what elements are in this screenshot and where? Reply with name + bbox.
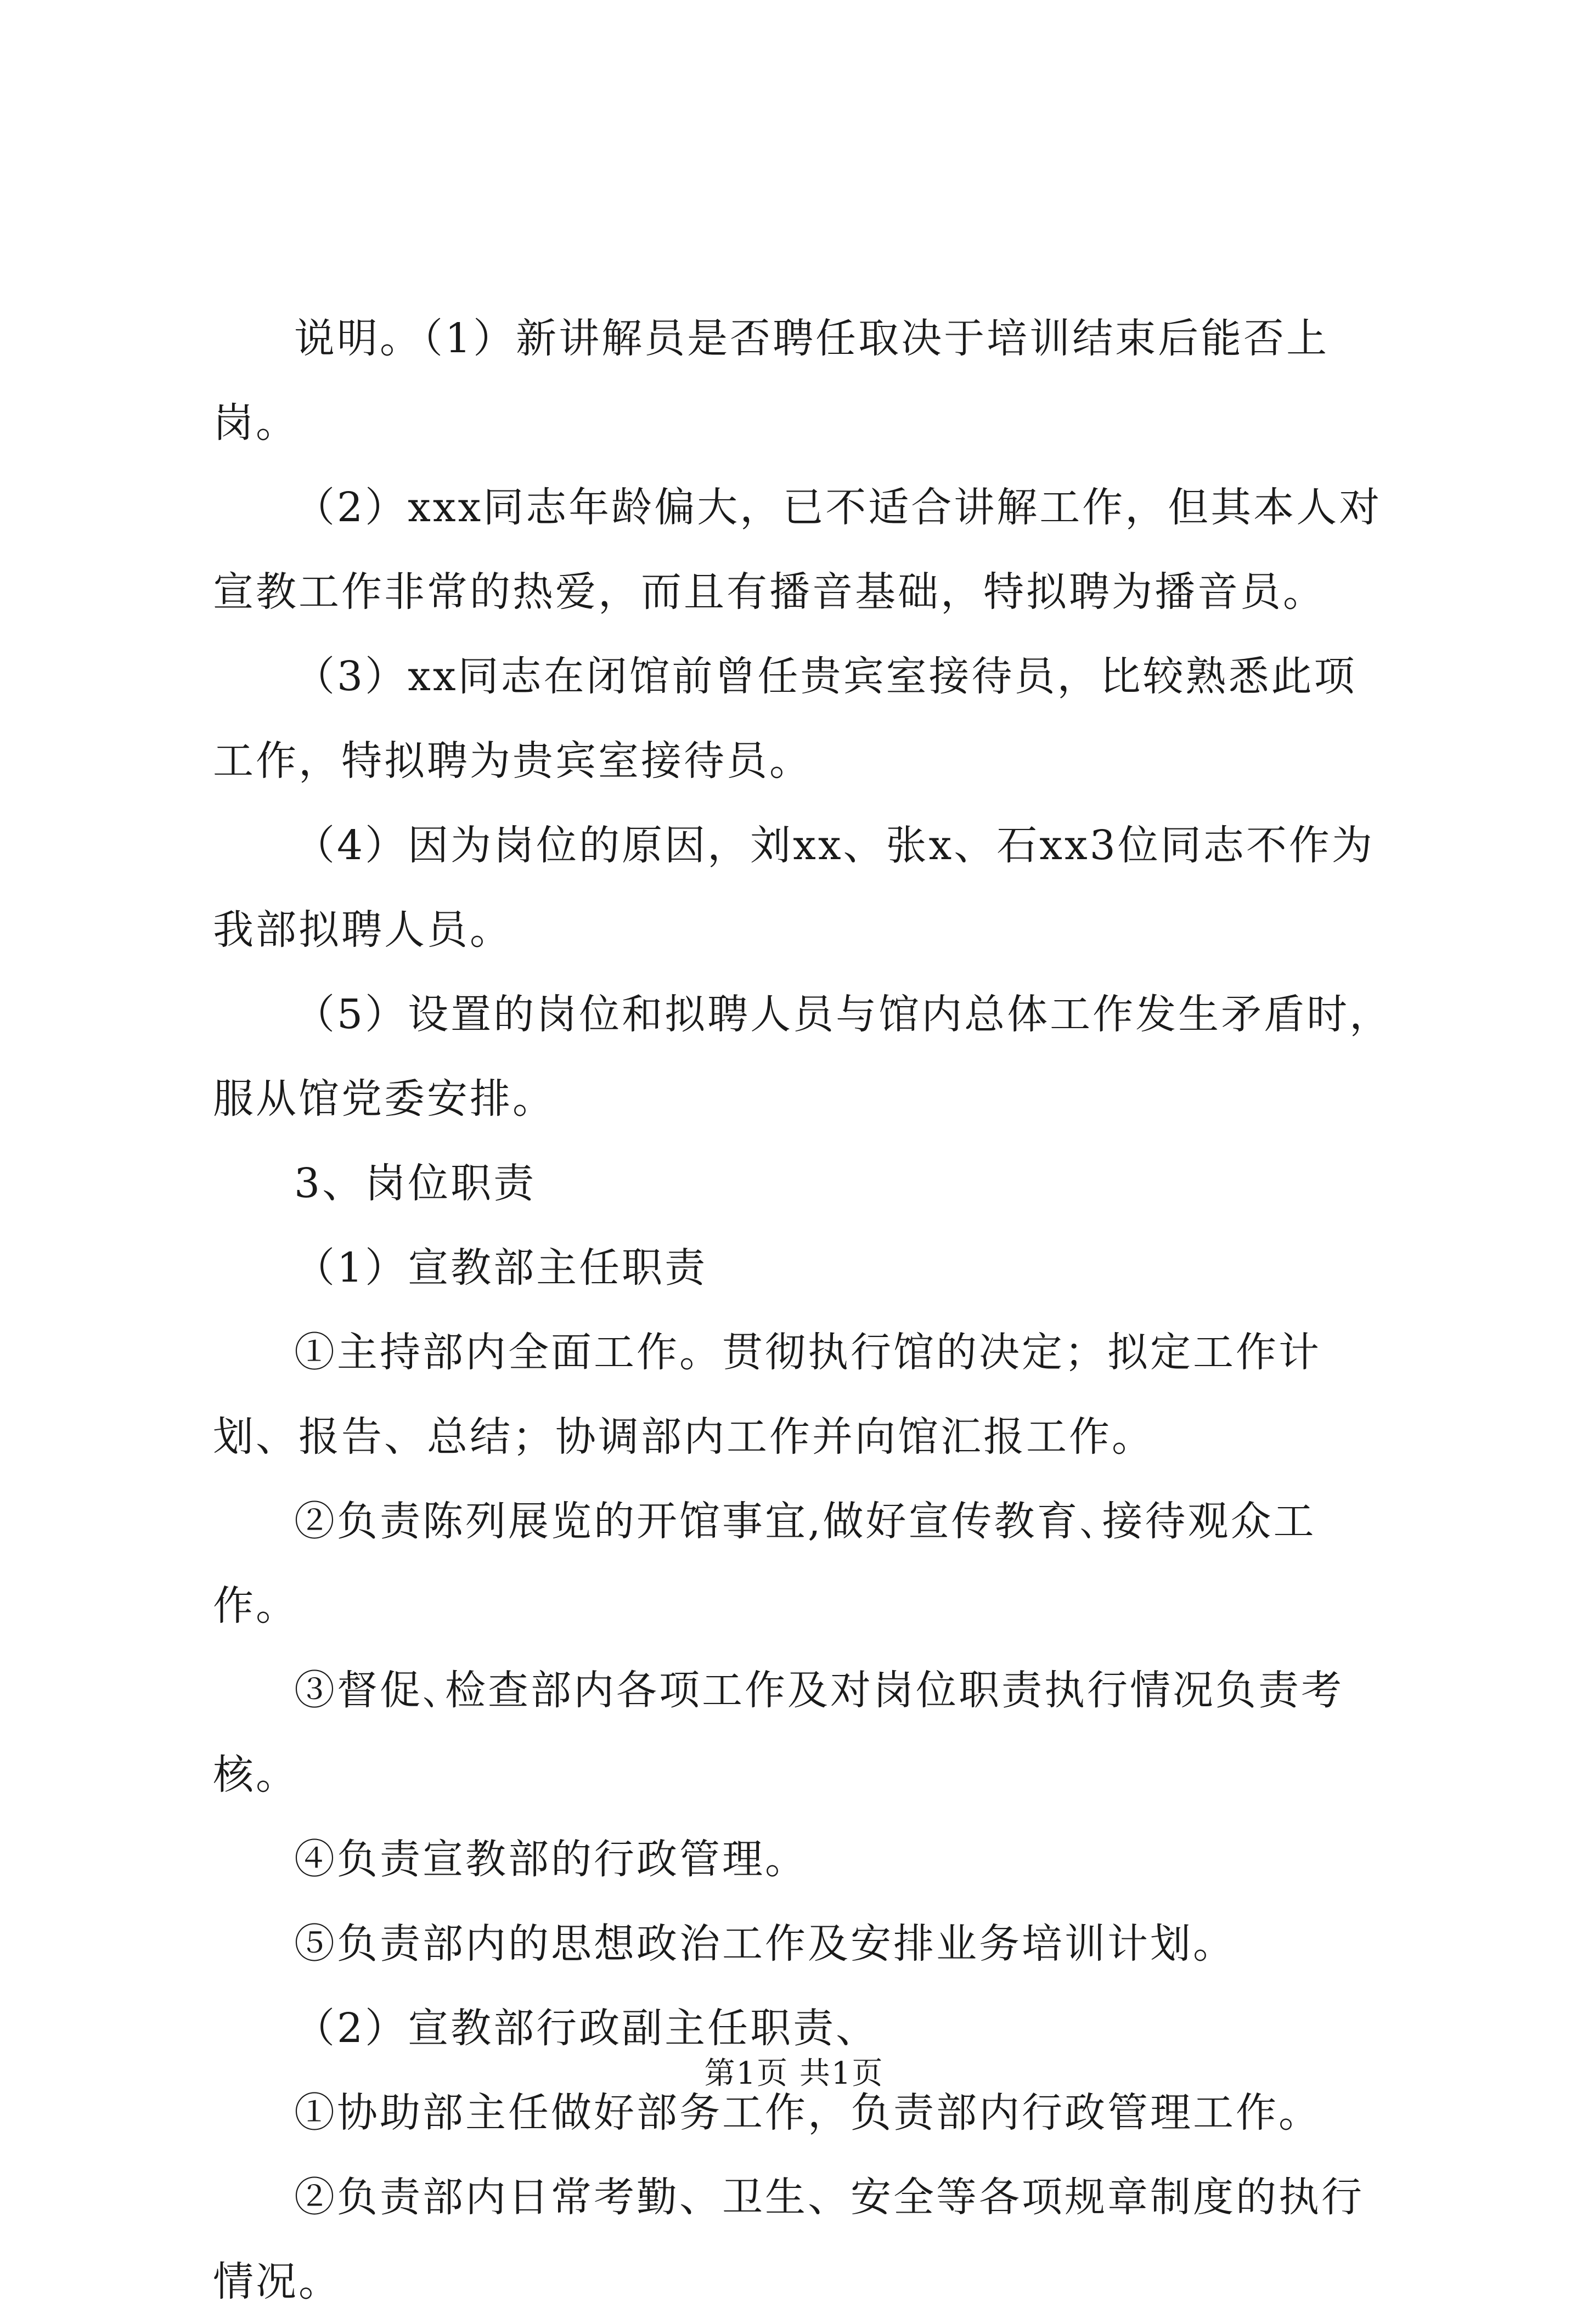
director-duty-1: ①主持部内全面工作。贯彻执行馆的决定；拟定工作计划、报告、总结；协调部内工作并向馆汇报工作。 [213,1329,1321,1460]
subheading-deputy-duties: （2）宣教部行政副主任职责、 [294,2005,879,2052]
paragraph-4: （4）因为岗位的原因，刘xx、张x、石xx3位同志不作为我部拟聘人员。 [213,822,1375,954]
paragraph-2: （2）xxx同志年龄偏大，已不适合讲解工作，但其本人对宣教工作非常的热爱，而且有播音基础，特拟聘为播音员。 [213,484,1382,616]
page-number-footer: 第1页 共1页 [704,2056,884,2091]
paragraph-3: （3）xx同志在闭馆前曾任贵宾室接待员，比较熟悉此项工作，特拟聘为贵宾室接待员。 [213,653,1357,785]
director-duty-2: ②负责陈列展览的开馆事宜,做好宣传教育､接待观众工作。 [213,1498,1316,1629]
paragraph-5: （5）设置的岗位和拟聘人员与馆内总体工作发生矛盾时，服从馆党委安排。 [213,991,1393,1122]
deputy-duty-2: ②负责部内日常考勤、卫生、安全等各项规章制度的执行情况。 [213,2174,1364,2305]
director-duty-3: ③督促､检查部内各项工作及对岗位职责执行情况负责考核。 [213,1667,1344,1798]
document-body [213,296,1398,2324]
section-heading-duties: 3、岗位职责 [294,1160,537,1207]
director-duty-4: ④负责宣教部的行政管理。 [294,1836,808,1883]
paragraph-1: 说明。（1）新讲解员是否聘任取决于培训结束后能否上岗。 [213,315,1330,447]
deputy-duty-1: ①协助部主任做好部务工作，负责部内行政管理工作。 [294,2089,1321,2136]
director-duty-5: ⑤负责部内的思想政治工作及安排业务培训计划。 [294,1920,1236,1967]
subheading-director-duties: （1）宣教部主任职责 [294,1244,708,1291]
